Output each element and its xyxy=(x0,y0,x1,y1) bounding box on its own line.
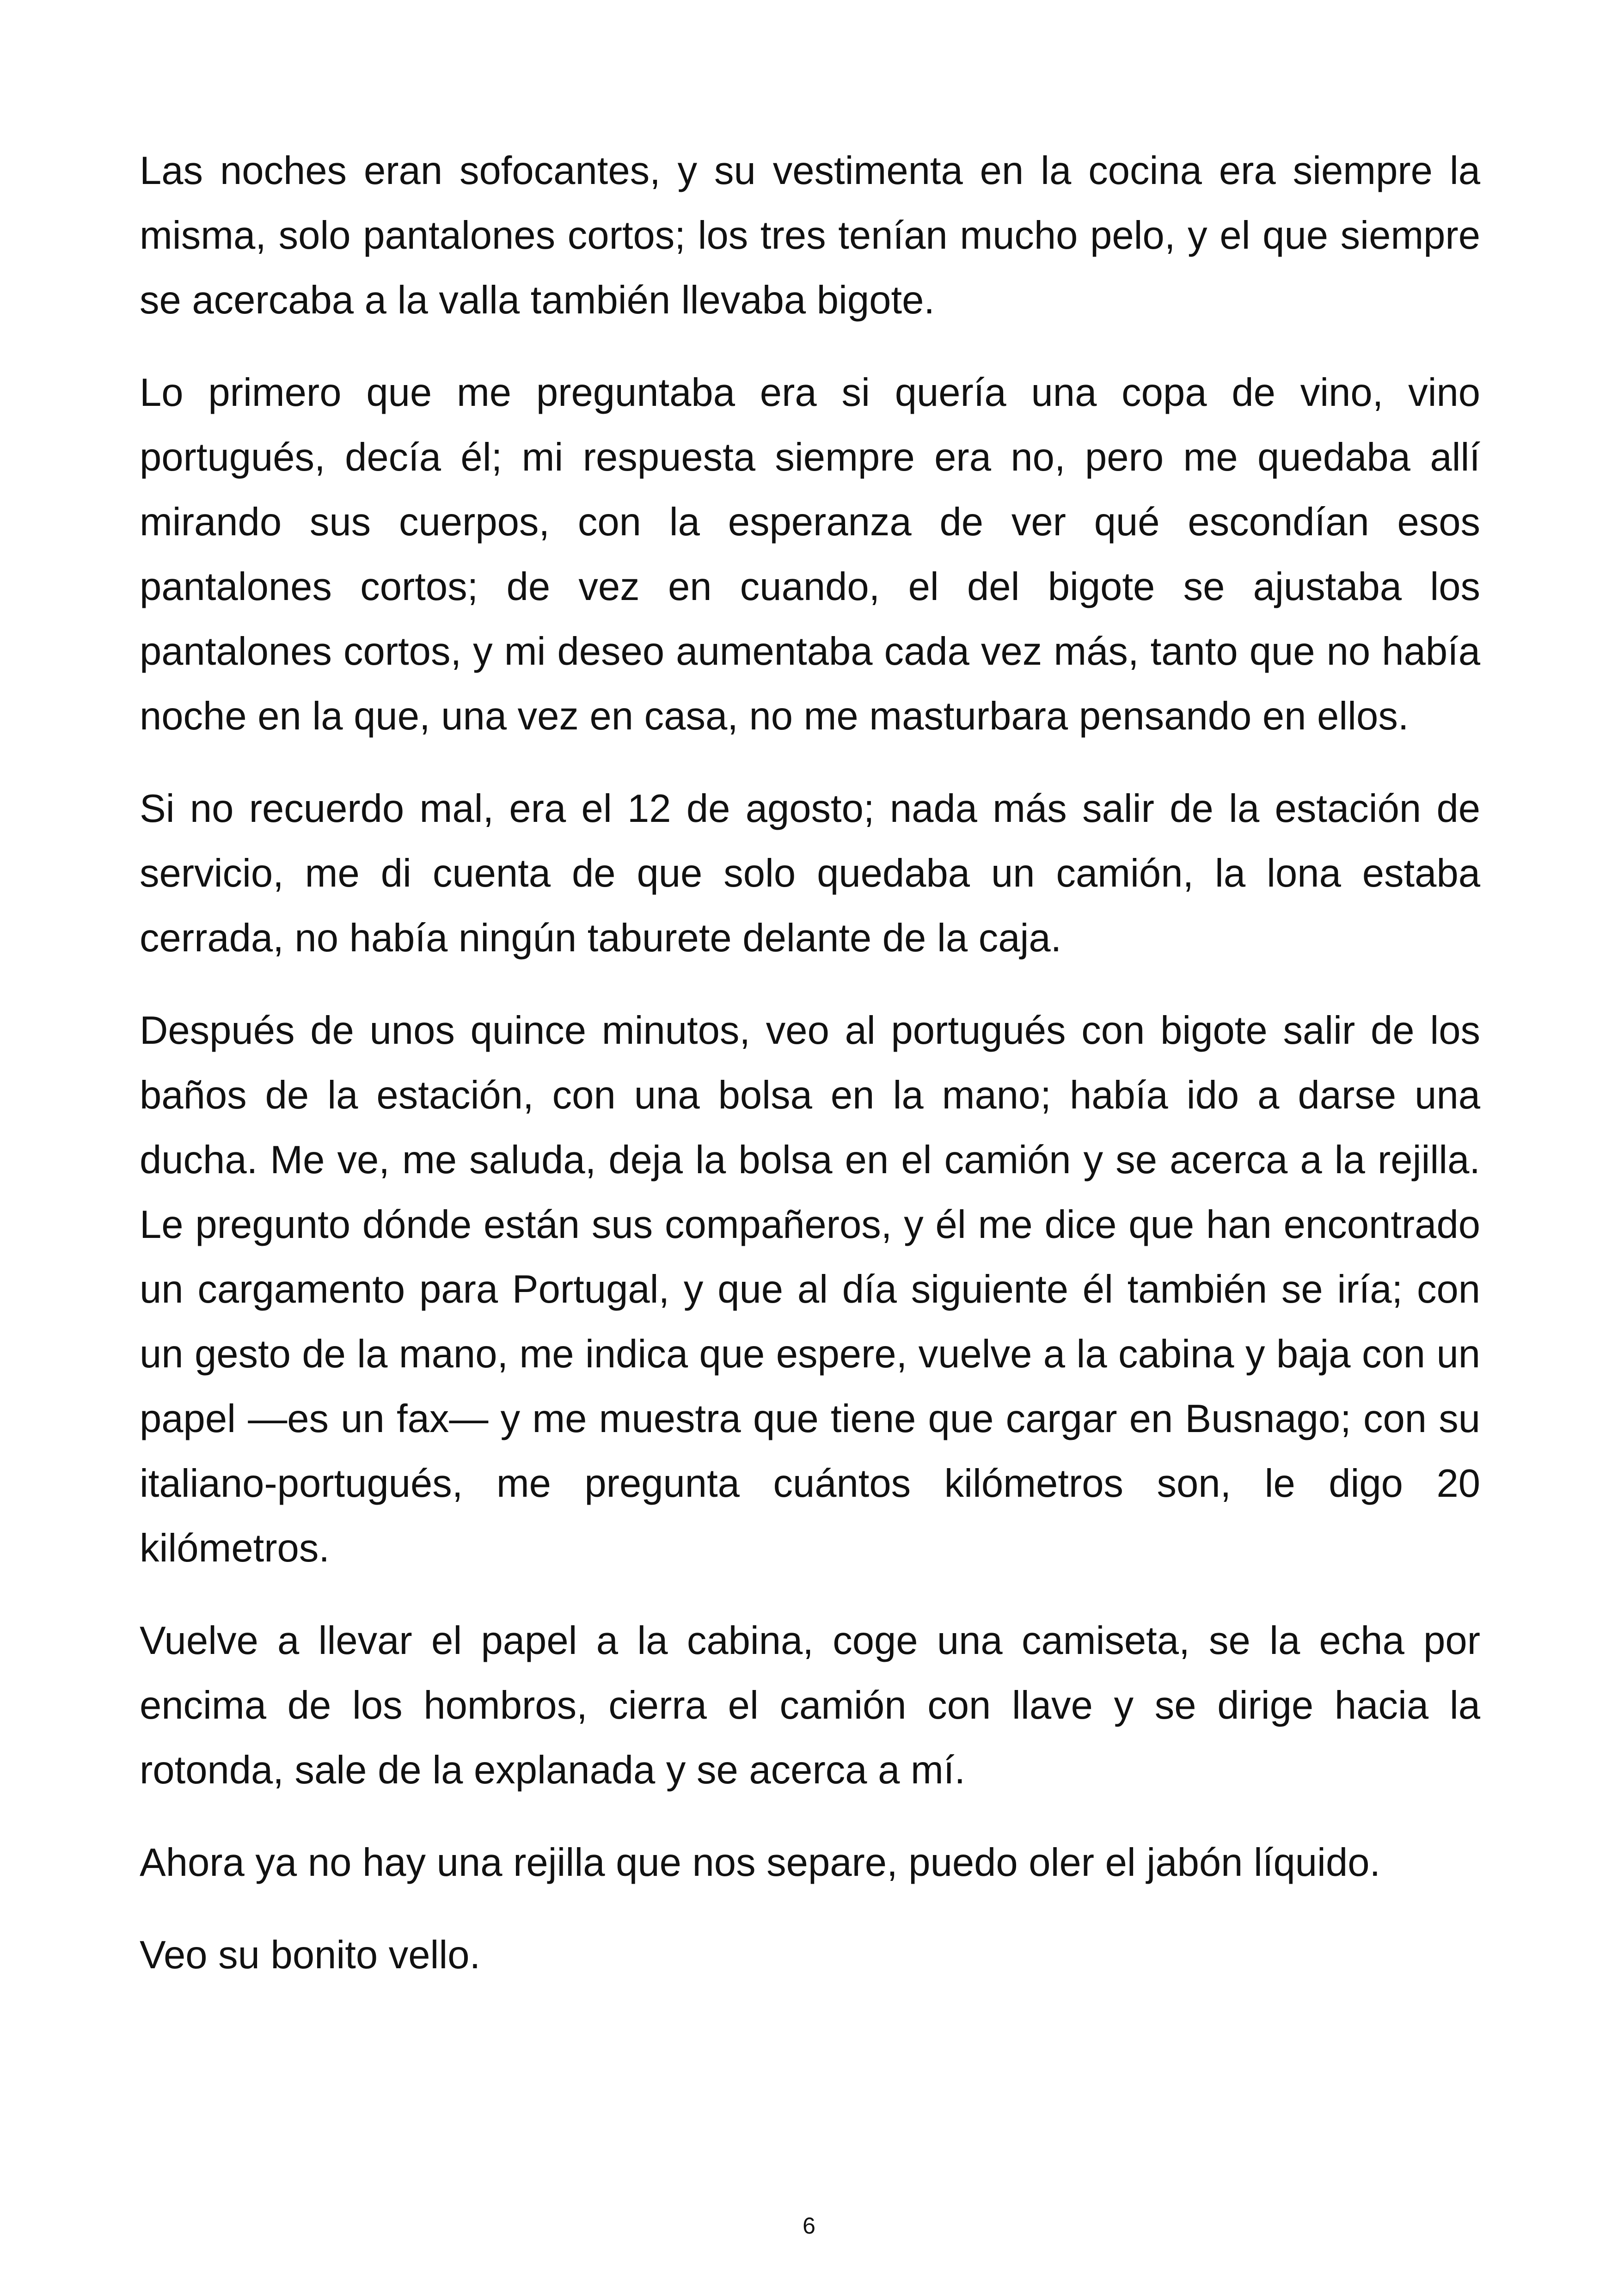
body-text xyxy=(140,139,1480,2015)
paragraph-1: Las noches eran sofocantes, y su vestimenta en la cocina era siempre la misma, solo pantalones cortos; los tres tenían mucho pelo, y el que siempre se acercaba a la valla también llevaba bigote. xyxy=(140,149,1480,322)
paragraph-2: Lo primero que me preguntaba era si quería una copa de vino, vino portugués, decía él; mi respuesta siempre era no, pero me quedaba allí mirando sus cuerpos, con la esperanza de ver qué escondían esos pantalones cortos; de vez en cuando, el del bigote se ajustaba los pantalones cortos, y mi deseo aumentaba cada vez más, tanto que no había noche en la que, una vez en casa, no me masturbara pensando en ellos. xyxy=(140,371,1480,738)
page-number: 6 xyxy=(803,2213,815,2239)
paragraph-5: Vuelve a llevar el papel a la cabina, coge una camiseta, se la echa por encima de los hombros, cierra el camión con llave y se dirige hacia la rotonda, sale de la explanada y se acerca a mí. xyxy=(140,1619,1480,1792)
paragraph-4: Después de unos quince minutos, veo al portugués con bigote salir de los baños de la estación, con una bolsa en la mano; había ido a darse una ducha. Me ve, me saluda, deja la bolsa en el camión y se acerca a la rejilla. Le pregunto dónde están sus compañeros, y él me dice que han encontrado un cargamento para Portugal, y que al día siguiente él también se iría; con un gesto de la mano, me indica que espere, vuelve a la cabina y baja con un papel —es un fax— y me muestra que tiene que cargar en Busnago; con su italiano-portugués, me pregunta cuántos kilómetros son, le digo 20 kilómetros. xyxy=(140,1009,1480,1570)
paragraph-3: Si no recuerdo mal, era el 12 de agosto; nada más salir de la estación de servicio, me di cuenta de que solo quedaba un camión, la lona estaba cerrada, no había ningún taburete delante de la caja. xyxy=(140,787,1480,960)
paragraph-6: Ahora ya no hay una rejilla que nos separe, puedo oler el jabón líquido. xyxy=(140,1841,1381,1885)
paragraph-7: Veo su bonito vello. xyxy=(140,1933,481,1977)
